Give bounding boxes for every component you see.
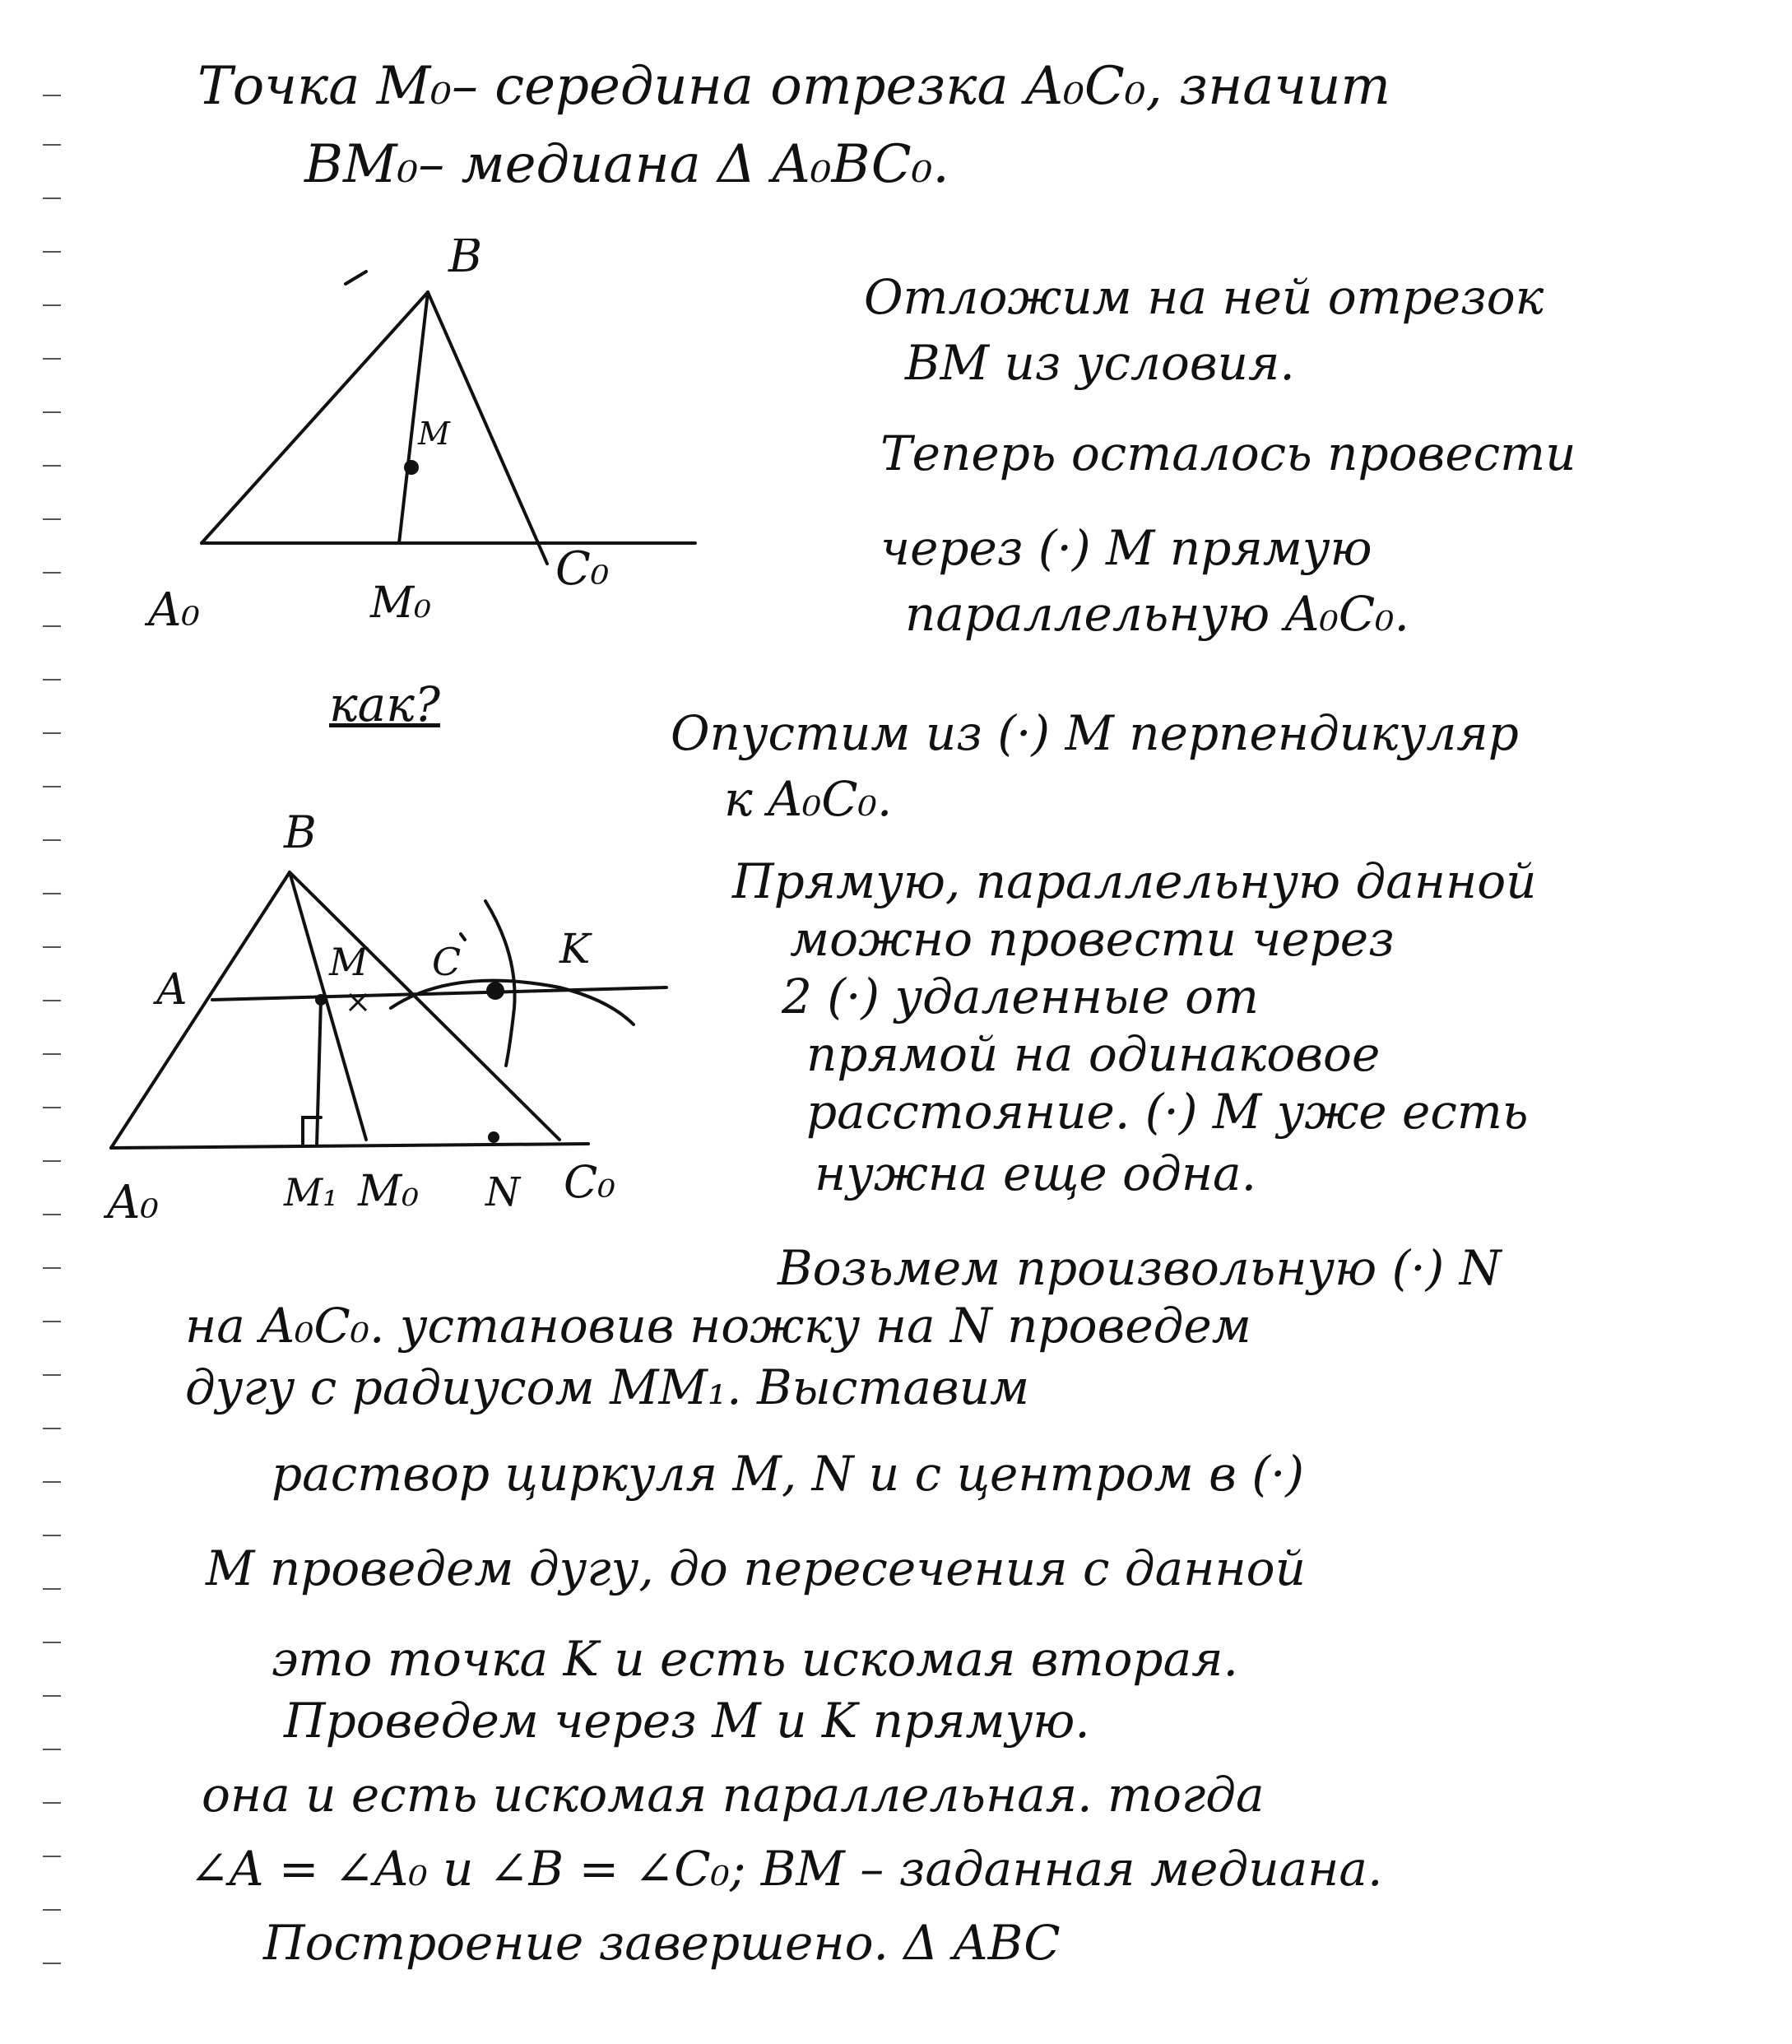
margin-tick [43,1214,61,1215]
label-a: A [156,965,188,1015]
text-r3b: параллельную A₀C₀. [905,586,1409,642]
margin-tick [43,679,61,681]
text-r5f: нужна еще одна. [815,1145,1257,1201]
margin-tick [43,465,61,467]
text-r4a: Опустим из (·) M перпендикуляр [671,705,1519,761]
margin-tick [43,1428,61,1429]
label-k: K [559,925,591,973]
text-r5b: можно провести через [790,911,1395,967]
margin-tick [43,304,61,306]
margin-tick [43,144,61,146]
margin-tick [43,1481,61,1483]
margin-tick [43,1695,61,1697]
margin-tick [43,572,61,574]
text-r1b: BM из условия. [905,335,1295,391]
margin-tick [43,197,61,199]
label-c0: C₀ [555,542,610,596]
text-r1a: Отложим на ней отрезок [864,269,1544,325]
label-a0: A₀ [148,583,200,637]
text-p9: ∠A = ∠A₀ и ∠B = ∠C₀; BM – заданная медиана. [189,1841,1383,1897]
label-m: M [329,940,369,984]
margin-tick [43,786,61,787]
text-p3: дугу с радиусом MM₁. Выставим [185,1359,1030,1415]
triangle-figure-1 [123,239,716,667]
margin-tick [43,625,61,627]
text-p2: на A₀C₀. установив ножку на N проведем [185,1298,1251,1354]
text-p6: это точка K и есть искомая вторая. [272,1631,1238,1687]
text-r2: Теперь осталось провести [880,425,1576,481]
margin-tick [43,411,61,413]
text-r3a: через (·) M прямую [880,520,1372,576]
margin-tick [43,732,61,734]
label-c: C [432,940,462,984]
text-line-2: BM₀– медиана Δ A₀BC₀. [304,134,949,195]
margin-tick [43,358,61,360]
label-b: B [284,806,317,858]
text-r4b: к A₀C₀. [724,771,893,827]
label-m: M [418,416,450,452]
margin-tick [43,518,61,520]
label-n: N [485,1169,520,1215]
margin-tick [43,1160,61,1162]
triangle-figure-2 [99,790,691,1234]
text-p1: Возьмем произвольную (·) N [778,1240,1502,1296]
margin-tick [43,839,61,841]
text-p8: она и есть искомая параллельная. тогда [202,1767,1265,1823]
margin-tick [43,1909,61,1911]
margin-tick [43,1749,61,1750]
label-b: B [448,239,483,283]
margin-tick [43,1856,61,1857]
text-p4: раствор циркуля M, N и с центром в (·) [272,1446,1305,1502]
margin-tick [43,946,61,948]
point-m [404,460,419,475]
text-p5: M проведем дугу, до пересечения с данной [206,1540,1306,1596]
point-k [486,982,504,1000]
margin-tick [43,1053,61,1055]
margin-tick [43,95,61,96]
text-r5e: расстояние. (·) M уже есть [806,1084,1529,1140]
margin-tick [43,1802,61,1804]
point-m [315,994,327,1006]
margin-tick [43,1267,61,1269]
margin-tick [43,251,61,253]
margin-tick [43,1535,61,1536]
margin-tick [43,893,61,894]
text-p10: Построение завершено. Δ ABC [263,1915,1061,1971]
text-r5a: Прямую, параллельную данной [732,853,1537,909]
margin-tick [43,1588,61,1590]
label-c0: C₀ [564,1156,615,1208]
margin-tick [43,1963,61,1964]
margin-tick [43,1321,61,1322]
label-m0: M₀ [358,1167,420,1216]
margin-tick [43,1000,61,1001]
text-p7: Проведем через M и K прямую. [284,1693,1090,1749]
label-m1: M₁ [284,1170,338,1215]
text-kak: как? [329,676,440,732]
margin-tick [43,1374,61,1376]
label-m0: M₀ [370,578,432,628]
point-n [488,1131,499,1143]
text-line-1: Точка M₀– середина отрезка A₀C₀, значит [197,56,1391,117]
text-r5c: 2 (·) удаленные от [782,969,1260,1024]
margin-tick [43,1642,61,1643]
text-r5d: прямой на одинаковое [806,1026,1381,1082]
margin-tick [43,1107,61,1108]
label-a0: A₀ [107,1176,159,1229]
